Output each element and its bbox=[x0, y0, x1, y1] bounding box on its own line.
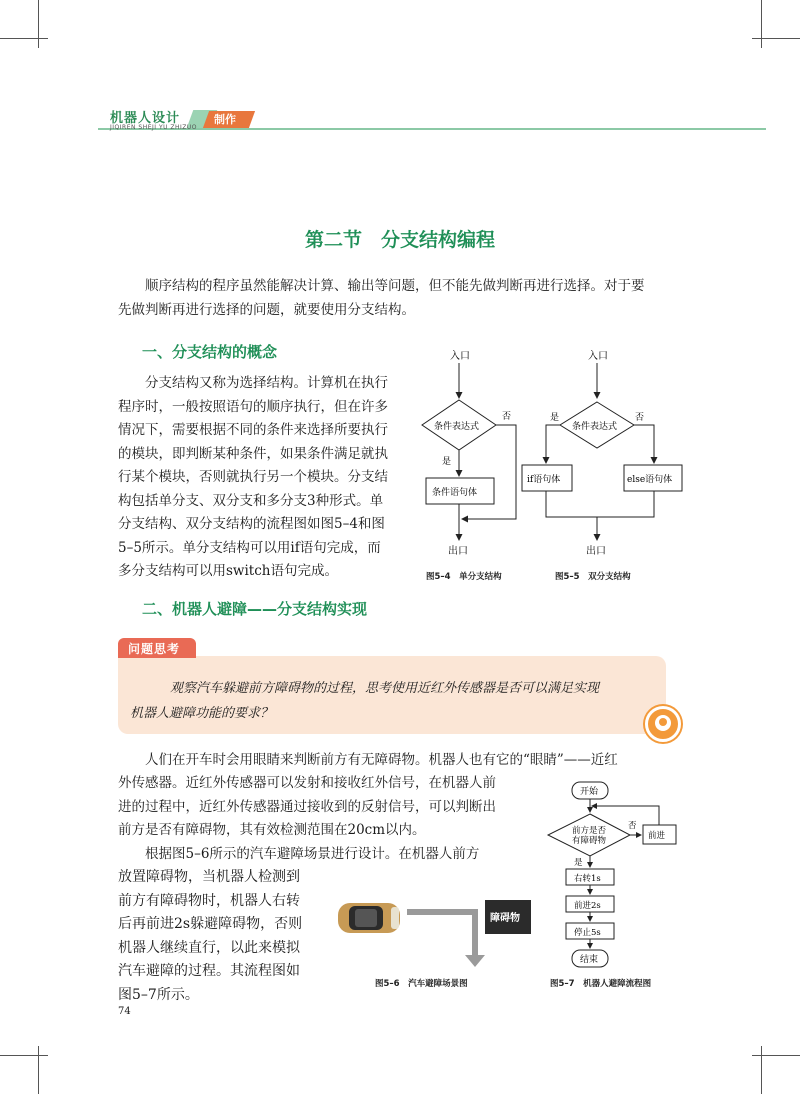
concept-line: 的模块，即判断某种条件，如果条件满足就执 bbox=[118, 445, 388, 462]
crop-mark bbox=[752, 1055, 800, 1056]
concept-line: 构包括单分支、双分支和多分支3种形式。单 bbox=[118, 492, 384, 509]
concept-line: 分支结构、双分支结构的流程图如图5–4和图 bbox=[118, 516, 385, 532]
fig55-merge bbox=[546, 491, 654, 517]
body-line: 前方有障碍物时，机器人右转 bbox=[118, 892, 300, 909]
crop-mark bbox=[0, 1055, 48, 1056]
car-icon bbox=[338, 903, 400, 933]
concept-line: 分支结构又称为选择结构。计算机在执行 bbox=[145, 375, 388, 391]
book-title-pinyin: JIQIREN SHEJI YU ZHIZUO bbox=[110, 124, 198, 131]
fig57-forward2: 前进2s bbox=[574, 901, 601, 911]
obstacle-label: 障碍物 bbox=[490, 913, 520, 924]
fig54-condition: 条件表达式 bbox=[434, 422, 480, 432]
fig55-condition: 条件表达式 bbox=[572, 422, 618, 432]
fig54-exit: 出口 bbox=[448, 546, 468, 557]
body-line: 根据图5–6所示的汽车避障场景进行设计。在机器人前方 bbox=[145, 845, 480, 862]
heading-obstacle: 二、机器人避障——分支结构实现 bbox=[142, 600, 368, 618]
header-tag: 制作 bbox=[214, 113, 236, 126]
body-paragraph-mid bbox=[118, 772, 548, 866]
intro-line: 顺序结构的程序虽然能解决计算、输出等问题，但不能先做判断再进行选择。对于要 bbox=[145, 278, 645, 294]
concept-paragraph bbox=[118, 372, 418, 584]
concept-line: 程序时，一般按照语句的顺序执行，但在许多 bbox=[118, 398, 388, 415]
figure-5-7-flowchart bbox=[540, 778, 680, 973]
body-paragraph-short bbox=[118, 866, 338, 1007]
head-silhouette-icon bbox=[648, 709, 678, 739]
path-arrow bbox=[407, 909, 485, 967]
fig57-end: 结束 bbox=[580, 955, 599, 965]
fig55-yes: 是 bbox=[550, 413, 560, 423]
think-line: 观察汽车躲避前方障碍物的过程，思考使用近红外传感器是否可以满足实现 bbox=[170, 681, 600, 696]
crop-mark bbox=[38, 0, 39, 48]
think-line: 机器人避障功能的要求？ bbox=[130, 706, 274, 721]
crop-mark bbox=[761, 0, 762, 48]
concept-line: 行某个模块，否则就执行另一个模块。分支结 bbox=[118, 469, 388, 485]
section-title: 第二节 分支结构编程 bbox=[304, 229, 495, 251]
fig56-caption: 图5–6 汽车避障场景图 bbox=[375, 979, 468, 989]
crop-mark bbox=[0, 38, 48, 39]
fig55-else-body: else语句体 bbox=[627, 475, 673, 485]
fig57-start: 开始 bbox=[580, 787, 599, 797]
think-tab-label: 问题思考 bbox=[128, 642, 181, 656]
crop-mark bbox=[761, 1046, 762, 1094]
body-line: 前方是否有障碍物，其有效检测范围在20cm以内。 bbox=[118, 822, 426, 838]
crop-mark bbox=[38, 1046, 39, 1094]
body-line: 外传感器。近红外传感器可以发射和接收红外信号，在机器人前 bbox=[118, 775, 496, 791]
header-rule bbox=[98, 128, 766, 130]
intro-line: 先做判断再进行选择的问题，就要使用分支结构。 bbox=[118, 301, 415, 318]
fig54-yes: 是 bbox=[442, 457, 452, 467]
fig57-condition-l1: 前方是否 bbox=[572, 826, 607, 836]
fig57-condition-l2: 有障碍物 bbox=[572, 836, 607, 846]
fig54-caption: 图5–4 单分支结构 bbox=[426, 572, 502, 582]
fig57-forward: 前进 bbox=[648, 831, 666, 841]
concept-line: 5–5所示。单分支结构可以用if语句完成，而 bbox=[118, 539, 381, 556]
fig57-caption: 图5–7 机器人避障流程图 bbox=[550, 979, 652, 989]
thinking-head-icon bbox=[645, 706, 681, 742]
body-line-full: 人们在开车时会用眼睛来判断前方有无障碍物。机器人也有它的“眼睛”——近红 bbox=[145, 752, 618, 768]
fig57-no: 否 bbox=[628, 821, 637, 831]
heading-concept: 一、分支结构的概念 bbox=[142, 343, 278, 361]
fig57-yes: 是 bbox=[574, 858, 583, 868]
body-line: 放置障碍物，当机器人检测到 bbox=[118, 869, 300, 885]
fig57-stop: 停止5s bbox=[574, 928, 601, 938]
think-question bbox=[130, 676, 650, 726]
body-line: 机器人继续直行，以此来模拟 bbox=[118, 939, 300, 956]
fig57-turn-right: 右转1s bbox=[574, 874, 601, 884]
body-line: 进的过程中，近红外传感器通过接收到的反射信号，可以判断出 bbox=[118, 798, 496, 815]
concept-line: 多分支结构可以用switch语句完成。 bbox=[118, 563, 338, 579]
body-line: 图5–7所示。 bbox=[118, 986, 199, 1003]
figure-5-4-flowchart bbox=[420, 345, 530, 560]
page-number: 74 bbox=[118, 1006, 131, 1017]
concept-line: 情况下，需要根据不同的条件来选择所要执行 bbox=[118, 422, 388, 438]
fig54-entry: 入口 bbox=[450, 351, 470, 362]
fig55-exit: 出口 bbox=[586, 546, 606, 557]
fig55-no-path bbox=[634, 425, 654, 463]
fig55-no: 否 bbox=[635, 413, 645, 423]
crop-mark bbox=[752, 38, 800, 39]
body-line: 后再前进2s躲避障碍物，否则 bbox=[118, 916, 303, 932]
fig55-caption: 图5–5 双分支结构 bbox=[555, 572, 631, 582]
body-line: 汽车避障的过程。其流程图如 bbox=[118, 963, 300, 979]
fig55-if-body: if语句体 bbox=[527, 475, 561, 485]
fig54-body: 条件语句体 bbox=[432, 488, 478, 498]
fig55-yes-path bbox=[546, 425, 560, 463]
figure-5-5-flowchart bbox=[520, 345, 685, 560]
fig54-no: 否 bbox=[502, 412, 512, 422]
intro-paragraph bbox=[118, 275, 688, 322]
fig55-entry: 入口 bbox=[588, 351, 608, 362]
book-title: 机器人设计 bbox=[110, 111, 181, 126]
figure-5-6-scene bbox=[335, 885, 535, 975]
